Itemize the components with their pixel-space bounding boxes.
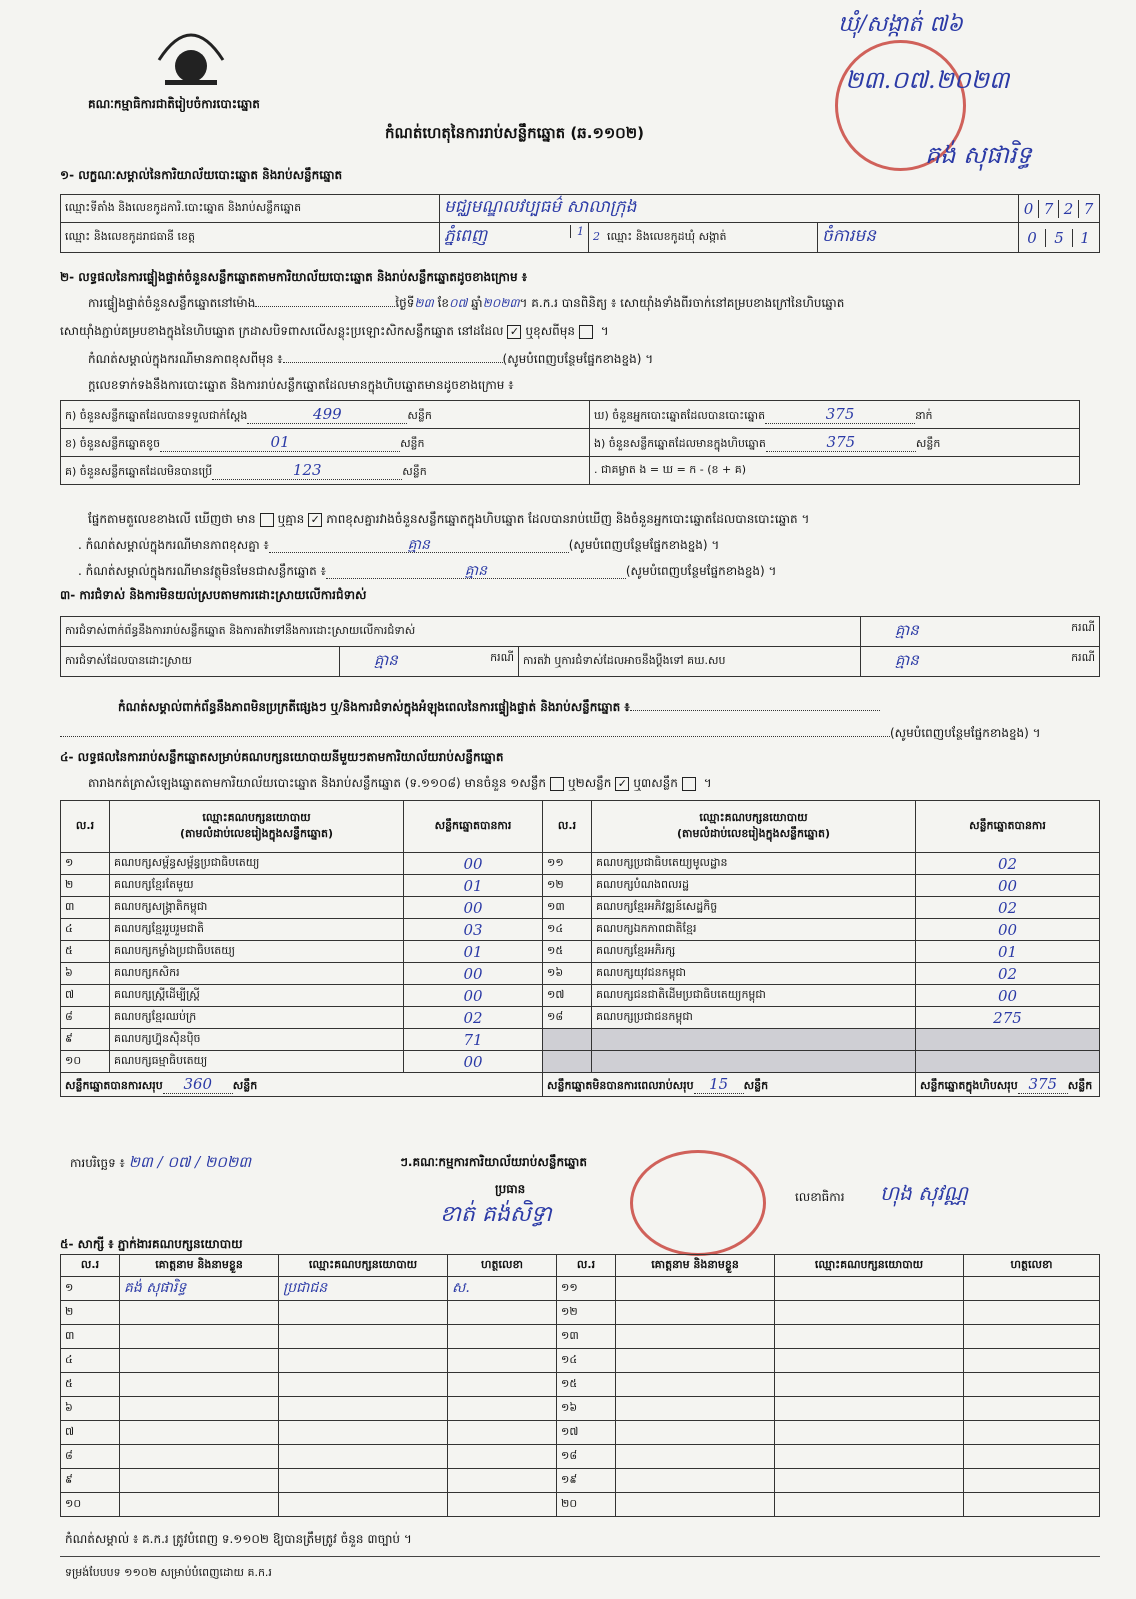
figure-c: គ) ចំនួនសន្លឹកឆ្នោតដែលមិនបានប្រើ 123 សន្លឹក [61, 457, 590, 485]
emblem-logo [155, 20, 227, 88]
tally-sheet-line: តារាងកត់ត្រាសំឡេងឆ្នោតតាមការិយាល័យបោះឆ្នោត និងរាប់សន្លឹកឆ្នោត (ទ.១១០៨) មានចំនួន ១សន្លឹក ឬ២សន្លឹក ✓ ឬ៣សន្លឹក ។ [88, 776, 712, 790]
col-votes-2: សន្លឹកឆ្នោតបានការ [916, 801, 1100, 853]
table-row: ៣ គណបក្សសង្គ្រាតិកម្ពុជា 00 ១៣ គណបក្សខ្មែរអភិវឌ្ឍន៍សេដ្ឋកិច្ច 02 [61, 897, 1100, 919]
section2-heading: ២- លទ្ធផលនៃការផ្ទៀងផ្ទាត់ចំនួនសន្លឹកឆ្នោតតាមការិយាល័យបោះឆ្នោត និងរាប់សន្លឹកឆ្នោតដូចខាងក្រោម ៖ [60, 270, 528, 284]
location-code: 0 7 2 7 [1019, 195, 1100, 223]
commune-value: ចំការមន [818, 223, 1019, 253]
table-row: ៨ គណបក្សខ្មែរឈប់ក្រ 02 ១៨ គណបក្សប្រជាជនកម្ពុជា 275 [61, 1007, 1100, 1029]
section3-heading: ៣- ការជំទាស់ និងការមិនយល់ស្របតាមការដោះស្រាយលើការជំទាស់ [60, 588, 367, 602]
official-stamp-bottom [630, 1150, 766, 1256]
col-party: ឈ្មោះគណបក្សនយោបាយ (តាមលំដាប់លេខរៀងក្នុងសន្លឹកឆ្នោត) [110, 801, 404, 853]
table-row: ៩ គណបក្សហ្វ៊ុនស៊ិនប៉ិច 71 [61, 1029, 1100, 1051]
secretary-signature: ហុង សុវណ្ណ [880, 1181, 968, 1205]
org-name: គណៈកម្មាធិការជាតិរៀបចំការបោះឆ្នោត [88, 97, 260, 111]
form-footer: ទម្រង់បែបបទ ១១០២ សម្រាប់បំពេញដោយ គ.ក.រ [65, 1566, 272, 1579]
footer-divider [60, 1556, 1100, 1557]
committee-title: ៗ.គណៈកម្មការការិយាល័យរាប់សន្លឹកឆ្នោត [400, 1155, 587, 1169]
table-row: ៣ ១៣ [61, 1325, 1100, 1349]
chair-title: ប្រធាន [495, 1182, 526, 1196]
ballot-figures-table [60, 400, 1080, 485]
complaint-row-value: គ្មាន ករណី [861, 617, 1100, 647]
irregularity-note-cont: (សូមបំពេញបន្ថែមផ្នែកខាងខ្នង) ។ [60, 726, 1041, 740]
col-no: ល.រ [61, 801, 110, 853]
changed-checkbox[interactable] [579, 325, 593, 339]
figure-a: ក) ចំនួនសន្លឹកឆ្នោតដែលបានទទួលជាក់ស្ដែង 499 សន្លឹក [61, 401, 590, 429]
secretary-title: លេខាធិការ [795, 1190, 845, 1204]
two-sheets-checkbox[interactable]: ✓ [615, 777, 629, 791]
chair-signature: ខាត់ គង់សិទ្ធា [440, 1202, 552, 1227]
difference-note-line: កំណត់សម្គាល់ក្នុងករណីមានភាពខុសពីមុន ៖ (សូមបំពេញបន្ថែមផ្នែកខាងខ្នង) ។ [88, 352, 654, 366]
party-results-table [60, 800, 1100, 1097]
irregularity-note: កំណត់សម្គាល់ពាក់ព័ន្ធនឹងភាពមិនប្រក្រតីផ្សេងៗ ឬ/និងការជំទាស់ក្នុងអំឡុងពេលនៃការផ្ទៀងផ្ទាត់ និងរាប់សន្លឹកឆ្នោត ៖ [118, 700, 880, 714]
table-row: ១០ ២០ [61, 1493, 1100, 1517]
appeal-value: គ្មាន ករណី [861, 647, 1100, 677]
location-label: ឈ្មោះទីតាំង និងលេខកូដការិ.បោះឆ្នោត និងរាប់សន្លឹកឆ្នោត [61, 195, 440, 223]
section5-heading: ៥- សាក្សី ៖ ភ្នាក់ងារគណបក្សនយោបាយ [60, 1237, 243, 1251]
section4-heading: ៤- លទ្ធផលនៃការរាប់សន្លឹកឆ្នោតសម្រាប់គណបក្សនយោបាយនីមួយៗតាមការិយាល័យរាប់សន្លឹកឆ្នោត [60, 750, 504, 764]
verification-line: ការផ្ទៀងផ្ទាត់ចំនួនសន្លឹកឆ្នោតនៅម៉ោង ថ្ងៃទី២៣ ខែ០៧ ឆ្នាំ២០២៣។ គ.ក.រ បានពិនិត្យ ៖ សោយ៉ាំងទាំងពីរចាក់នៅគម្របខាងក្រៅនៃហិបឆ្នោត [88, 296, 845, 310]
has-difference-checkbox[interactable] [260, 513, 274, 527]
location-table [60, 194, 1100, 253]
table-row: ២ គណបក្សខ្មែរតែមួយ 01 ១២ គណបក្សបំណងពលរដ្ឋ 00 [61, 875, 1100, 897]
resolved-label: ការជំទាស់ដែលបានដោះស្រាយ [61, 647, 340, 677]
complaints-table [60, 616, 1100, 677]
handwritten-signer: គង់ សុផារិទ្ធ [925, 141, 1032, 169]
figure-d: ឃ) ចំនួនអ្នកបោះឆ្នោតដែលបានបោះឆ្នោត 375 នាក់ [590, 401, 1080, 429]
witness-table: ល.រ គោត្តនាម និងនាមខ្លួន ឈ្មោះគណបក្សនយោបាយ ហត្ថលេខា ល.រ គោត្តនាម និងនាមខ្លួន ឈ្មោះគណបក្សនយោបាយ ហត្ថលេខា ១ គង់ សុផារិទ្ធ ប្រជាជន ស. ១១ ២ ១២ ៣ ១៣ ៤ ១៤ ៥ ១៥ ៦ ១៦ ៧ ១៧ ៨ ១៨ ៩ ១៩ ១០ ២០ [60, 1254, 1100, 1517]
made-date: ការបរិច្ឆេទ ៖ ២៣ / ០៧ / ២០២៣ [70, 1153, 252, 1171]
commune-label: 2 ឈ្មោះ និងលេខកូដឃុំ សង្កាត់ [589, 223, 818, 253]
province-value: ភ្នំពេញ 1 [440, 223, 589, 253]
discrepancy-line: ផ្នែកតាមតួលេខខាងលើ ឃើញថា មាន ឬគ្មាន ✓ ភាពខុសគ្នារវាងចំនួនសន្លឹកឆ្នោតក្នុងហិបឆ្នោត ដែលបានរាប់ឃើញ និងចំនួនអ្នកបោះឆ្នោតដែលបានបោះឆ្នោត ។ [88, 512, 810, 526]
figure-e: ង) ចំនួនសន្លឹកឆ្នោតដែលមានក្នុងហិបឆ្នោត 375 សន្លឹក [590, 429, 1080, 457]
foreign-object-note: . កំណត់សម្គាល់ក្នុងករណីមានវត្ថុមិនមែនជាសន្លឹកឆ្នោត ៖ គ្មាន (សូមបំពេញបន្ថែមផ្នែកខាងខ្នង) ។ [78, 563, 777, 579]
handwritten-code: ឃុំ/សង្កាត់ ៧៦ [838, 12, 963, 37]
footer-note: កំណត់សម្គាល់ ៖ គ.ក.រ ត្រូវបំពេញ ទ.១១០២ ឱ្យបានត្រឹមត្រូវ ចំនួន ៣ច្បាប់ ។ [65, 1532, 412, 1546]
table-row: ១ គណបក្សសម្ព័ន្ធសម្ព័ន្ធប្រជាធិបតេយ្យ 00 ១១ គណបក្សប្រជាធិបតេយ្យមូលដ្ឋាន 02 [61, 853, 1100, 875]
table-row: ៧ គណបក្សស្ត្រីដើម្បីស្ត្រី 00 ១៧ គណបក្សជនជាតិដើមប្រជាធិបតេយ្យកម្ពុជា 00 [61, 985, 1100, 1007]
table-row: ៤ គណបក្សខ្មែររួបរួមជាតិ 03 ១៤ គណបក្សឯកភាពជាតិខ្មែរ 00 [61, 919, 1100, 941]
table-row: ៦ ១៦ [61, 1397, 1100, 1421]
commune-code: 0 5 1 [1019, 223, 1100, 253]
table-row: ៩ ១៩ [61, 1469, 1100, 1493]
same-checkbox[interactable]: ✓ [507, 325, 521, 339]
page-title: កំណត់ហេតុនៃការរាប់សន្លឹកឆ្នោត (ឆ.១១០២) [385, 124, 645, 142]
table-row: ៤ ១៤ [61, 1349, 1100, 1373]
no-difference-checkbox[interactable]: ✓ [308, 513, 322, 527]
appeal-label: ការតវ៉ា ឬការជំទាស់ដែលអាចនឹងប្ដឹងទៅ គឃ.សប [519, 647, 861, 677]
table-row: ១០ គណបក្សធម្មាធិបតេយ្យ 00 [61, 1051, 1100, 1073]
three-sheets-checkbox[interactable] [682, 777, 696, 791]
difference-note: . កំណត់សម្គាល់ក្នុងករណីមានភាពខុសគ្នា ៖ គ្មាន (សូមបំពេញបន្ថែមផ្នែកខាងខ្នង) ។ [78, 537, 720, 553]
col-party-2: ឈ្មោះគណបក្សនយោបាយ (តាមលំដាប់លេខរៀងក្នុងសន្លឹកឆ្នោត) [592, 801, 916, 853]
col-no-2: ល.រ [543, 801, 592, 853]
col-votes: សន្លឹកឆ្នោតបានការ [404, 801, 543, 853]
totals-row: សន្លឹកឆ្នោតបានការសរុប 360 សន្លឹក សន្លឹកឆ្នោតមិនបានការពេលរាប់សរុប 15 សន្លឹក សន្លឹកឆ្នោតក្នុងហិបសរុប 375 សន្លឹក [61, 1073, 1100, 1097]
table-row: ២ ១២ [61, 1301, 1100, 1325]
section1-heading: ១- លក្ខណៈសម្គាល់នៃការិយាល័យបោះឆ្នោត និងរាប់សន្លឹកឆ្នោត [60, 168, 343, 182]
table-row: ៦ គណបក្សកសិករ 00 ១៦ គណបក្សយុវជនកម្ពុជា 02 [61, 963, 1100, 985]
complaint-row-label: ការជំទាស់ពាក់ព័ន្ធនឹងការរាប់សន្លឹកឆ្នោត និងការតវ៉ាទៅនឹងការដោះស្រាយលើការជំទាស់ [61, 617, 861, 647]
location-value: មជ្ឈមណ្ឌលវប្បធម៌ សាលាក្រុង [440, 195, 1019, 223]
resolved-value: គ្មាន ករណី [340, 647, 519, 677]
table-row: ៥ ១៥ [61, 1373, 1100, 1397]
table-row: ៥ គណបក្សកម្លាំងប្រជាធិបតេយ្យ 01 ១៥ គណបក្សខ្មែរអភិរក្ស 01 [61, 941, 1100, 963]
table-row: ១ គង់ សុផារិទ្ធ ប្រជាជន ស. ១១ [61, 1277, 1100, 1301]
handwritten-date: ២៣.០៧.២០២៣ [845, 66, 1010, 94]
one-sheet-checkbox[interactable] [550, 777, 564, 791]
table-row: ៧ ១៧ [61, 1421, 1100, 1445]
table-row: ៨ ១៨ [61, 1445, 1100, 1469]
province-label: ឈ្មោះ និងលេខកូដរាជធានី ខេត្ត [61, 223, 440, 253]
figures-intro: ក្ដលេខទាក់ទងនឹងការបោះឆ្នោត និងការរាប់សន្លឹកឆ្នោតដែលមានក្នុងហិបឆ្នោតមានដូចខាងក្រោម ៖ [88, 378, 514, 392]
figure-b: ខ) ចំនួនសន្លឹកឆ្នោតខូច 01 សន្លឹក [61, 429, 590, 457]
formula: . ជាគម្លាត ង = ឃ = ក - (ខ + គ) [590, 457, 1080, 485]
seal-check-line: សោយ៉ាំងភ្ជាប់គម្របខាងក្នុងនៃហិបឆ្នោត ក្រដាសបិទពាសលើសន្លុះប្រឡោះសិកសន្លឹកឆ្នោត នៅដដែល ✓ ឬខុសពីមុន ។ [60, 324, 609, 338]
